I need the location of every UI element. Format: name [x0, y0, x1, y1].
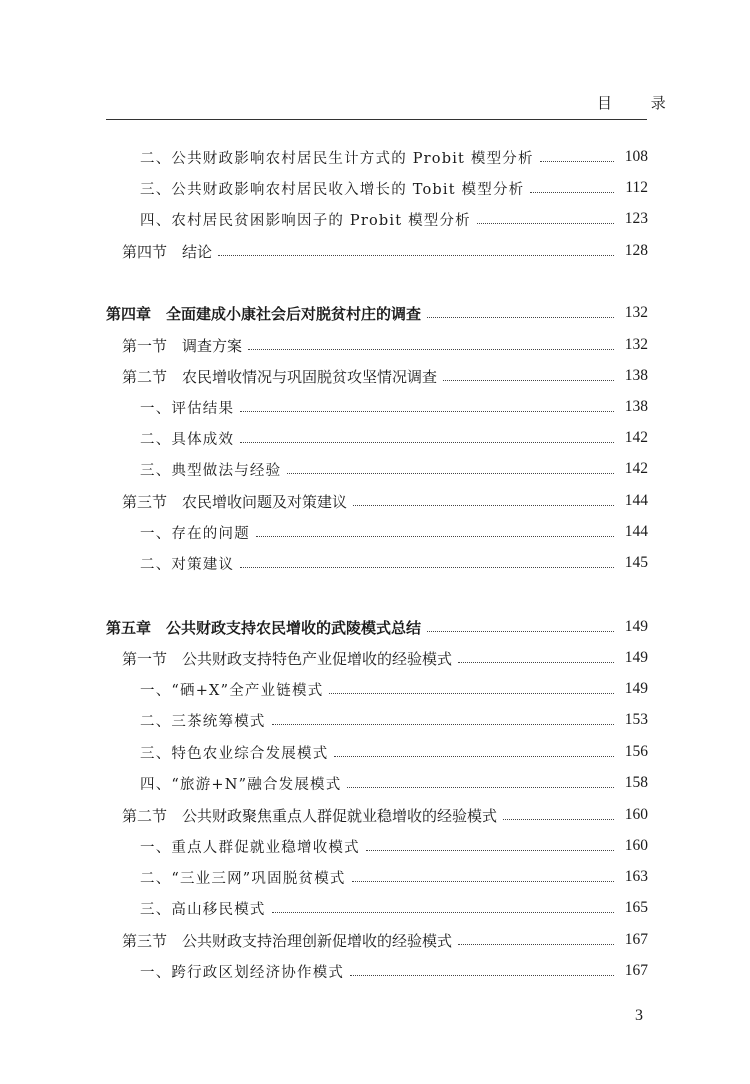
dot-leader	[352, 881, 614, 882]
toc-entry-page: 112	[625, 179, 648, 196]
toc-entry-page: 156	[624, 743, 648, 760]
toc-entry-title: 第一节 调查方案	[122, 336, 243, 355]
toc-item-entry[interactable]	[0, 453, 750, 485]
dot-leader	[347, 787, 614, 788]
toc-entry-page: 149	[624, 649, 648, 666]
dot-leader	[353, 505, 614, 506]
dot-leader	[530, 192, 614, 193]
dot-leader	[287, 473, 614, 474]
toc-entry-page: 153	[624, 711, 648, 728]
toc-entry-page: 108	[624, 148, 648, 165]
toc-item-entry[interactable]	[0, 892, 750, 924]
toc-chapter-entry[interactable]	[0, 297, 750, 329]
toc-entry-title: 一、评估结果	[140, 400, 235, 417]
running-header-title: 目 录	[597, 94, 683, 112]
toc-section-entry[interactable]	[0, 360, 750, 392]
toc-item-entry[interactable]	[0, 736, 750, 768]
toc-entry-title: 三、特色农业综合发展模式	[140, 745, 329, 762]
toc-entry-title: 二、三茶统筹模式	[140, 713, 266, 730]
dot-leader	[458, 662, 614, 663]
toc-item-entry[interactable]	[0, 422, 750, 454]
toc-item-entry[interactable]	[0, 861, 750, 893]
toc-entry-page: 149	[624, 618, 648, 635]
dot-leader	[218, 255, 614, 256]
toc-item-entry[interactable]	[0, 141, 750, 173]
dot-leader	[503, 819, 614, 820]
toc-item-entry[interactable]	[0, 767, 750, 799]
dot-leader	[272, 724, 614, 725]
dot-leader	[350, 975, 614, 976]
toc-item-entry[interactable]	[0, 830, 750, 862]
dot-leader	[334, 756, 614, 757]
dot-leader	[443, 380, 614, 381]
toc-entry-title: 一、存在的问题	[140, 525, 250, 542]
toc-entry-page: 138	[624, 367, 648, 384]
toc-entry-page: 165	[624, 899, 648, 916]
toc-entry-page: 132	[624, 304, 648, 321]
toc-item-entry[interactable]	[0, 673, 750, 705]
toc-section-entry[interactable]	[0, 235, 750, 267]
toc-entry-title: 第二节 公共财政聚焦重点人群促就业稳增收的经验模式	[122, 806, 498, 825]
toc-entry-title: 三、高山移民模式	[140, 901, 266, 918]
toc-section-entry[interactable]	[0, 642, 750, 674]
toc-item-entry[interactable]	[0, 203, 750, 235]
toc-item-entry[interactable]	[0, 547, 750, 579]
toc-entry-page: 128	[624, 242, 648, 259]
header-rule	[106, 119, 647, 120]
dot-leader	[427, 317, 614, 318]
toc-entry-page: 167	[624, 931, 648, 948]
toc-item-entry[interactable]	[0, 516, 750, 548]
toc-entry-page: 158	[624, 774, 648, 791]
dot-leader	[248, 349, 614, 350]
toc-entry-title: 二、公共财政影响农村居民生计方式的 Probit 模型分析	[140, 150, 534, 167]
dot-leader	[540, 161, 614, 162]
dot-leader	[240, 567, 614, 568]
dot-leader	[366, 850, 614, 851]
toc-entry-page: 160	[624, 806, 648, 823]
toc-entry-title: 第三节 农民增收问题及对策建议	[122, 492, 348, 511]
page-number: 3	[635, 1007, 643, 1024]
toc-item-entry[interactable]	[0, 704, 750, 736]
toc-entry-title: 四、“旅游+N”融合发展模式	[140, 776, 342, 793]
toc-entry-page: 160	[624, 837, 648, 854]
toc-entry-title: 一、跨行政区划经济协作模式	[140, 964, 345, 981]
toc-entry-page: 132	[624, 336, 648, 353]
dot-leader	[240, 442, 614, 443]
dot-leader	[427, 631, 614, 632]
toc-section-entry[interactable]	[0, 485, 750, 517]
toc-entry-page: 138	[624, 398, 648, 415]
toc-entry-title: 三、典型做法与经验	[140, 462, 282, 479]
toc-entry-page: 163	[624, 868, 648, 885]
dot-leader	[240, 411, 614, 412]
dot-leader	[272, 912, 614, 913]
toc-entry-page: 145	[624, 554, 648, 571]
toc-entry-page: 123	[624, 210, 648, 227]
toc-entry-page: 149	[624, 680, 648, 697]
toc-entry-title: 四、农村居民贫困影响因子的 Probit 模型分析	[140, 212, 471, 229]
toc-section-entry[interactable]	[0, 329, 750, 361]
toc-item-entry[interactable]	[0, 391, 750, 423]
toc-entry-title: 二、具体成效	[140, 431, 235, 448]
dot-leader	[477, 223, 614, 224]
toc-entry-title: 二、对策建议	[140, 556, 235, 573]
toc-section-entry[interactable]	[0, 799, 750, 831]
dot-leader	[256, 536, 614, 537]
toc-item-entry[interactable]	[0, 955, 750, 987]
toc-section-entry[interactable]	[0, 924, 750, 956]
toc-entry-page: 144	[624, 492, 648, 509]
toc-entry-title: 第五章 公共财政支持农民增收的武陵模式总结	[106, 618, 422, 637]
toc-entry-page: 142	[624, 460, 648, 477]
toc-item-entry[interactable]	[0, 172, 750, 204]
toc-entry-title: 一、“硒+X”全产业链模式	[140, 682, 324, 699]
toc-entry-page: 167	[624, 962, 648, 979]
toc-entry-page: 142	[624, 429, 648, 446]
toc-entry-title: 第四节 结论	[122, 242, 213, 261]
toc-entry-title: 第一节 公共财政支持特色产业促增收的经验模式	[122, 649, 453, 668]
toc-entry-title: 一、重点人群促就业稳增收模式	[140, 839, 360, 856]
toc-entry-title: 第四章 全面建成小康社会后对脱贫村庄的调查	[106, 304, 422, 323]
toc-entry-page: 144	[624, 523, 648, 540]
toc-entry-title: 第二节 农民增收情况与巩固脱贫攻坚情况调查	[122, 367, 438, 386]
dot-leader	[458, 944, 614, 945]
dot-leader	[329, 693, 614, 694]
toc-chapter-entry[interactable]	[0, 611, 750, 643]
toc-entry-title: 三、公共财政影响农村居民收入增长的 Tobit 模型分析	[140, 181, 525, 198]
toc-entry-title: 二、“三业三网”巩固脱贫模式	[140, 870, 346, 887]
toc-entry-title: 第三节 公共财政支持治理创新促增收的经验模式	[122, 931, 453, 950]
